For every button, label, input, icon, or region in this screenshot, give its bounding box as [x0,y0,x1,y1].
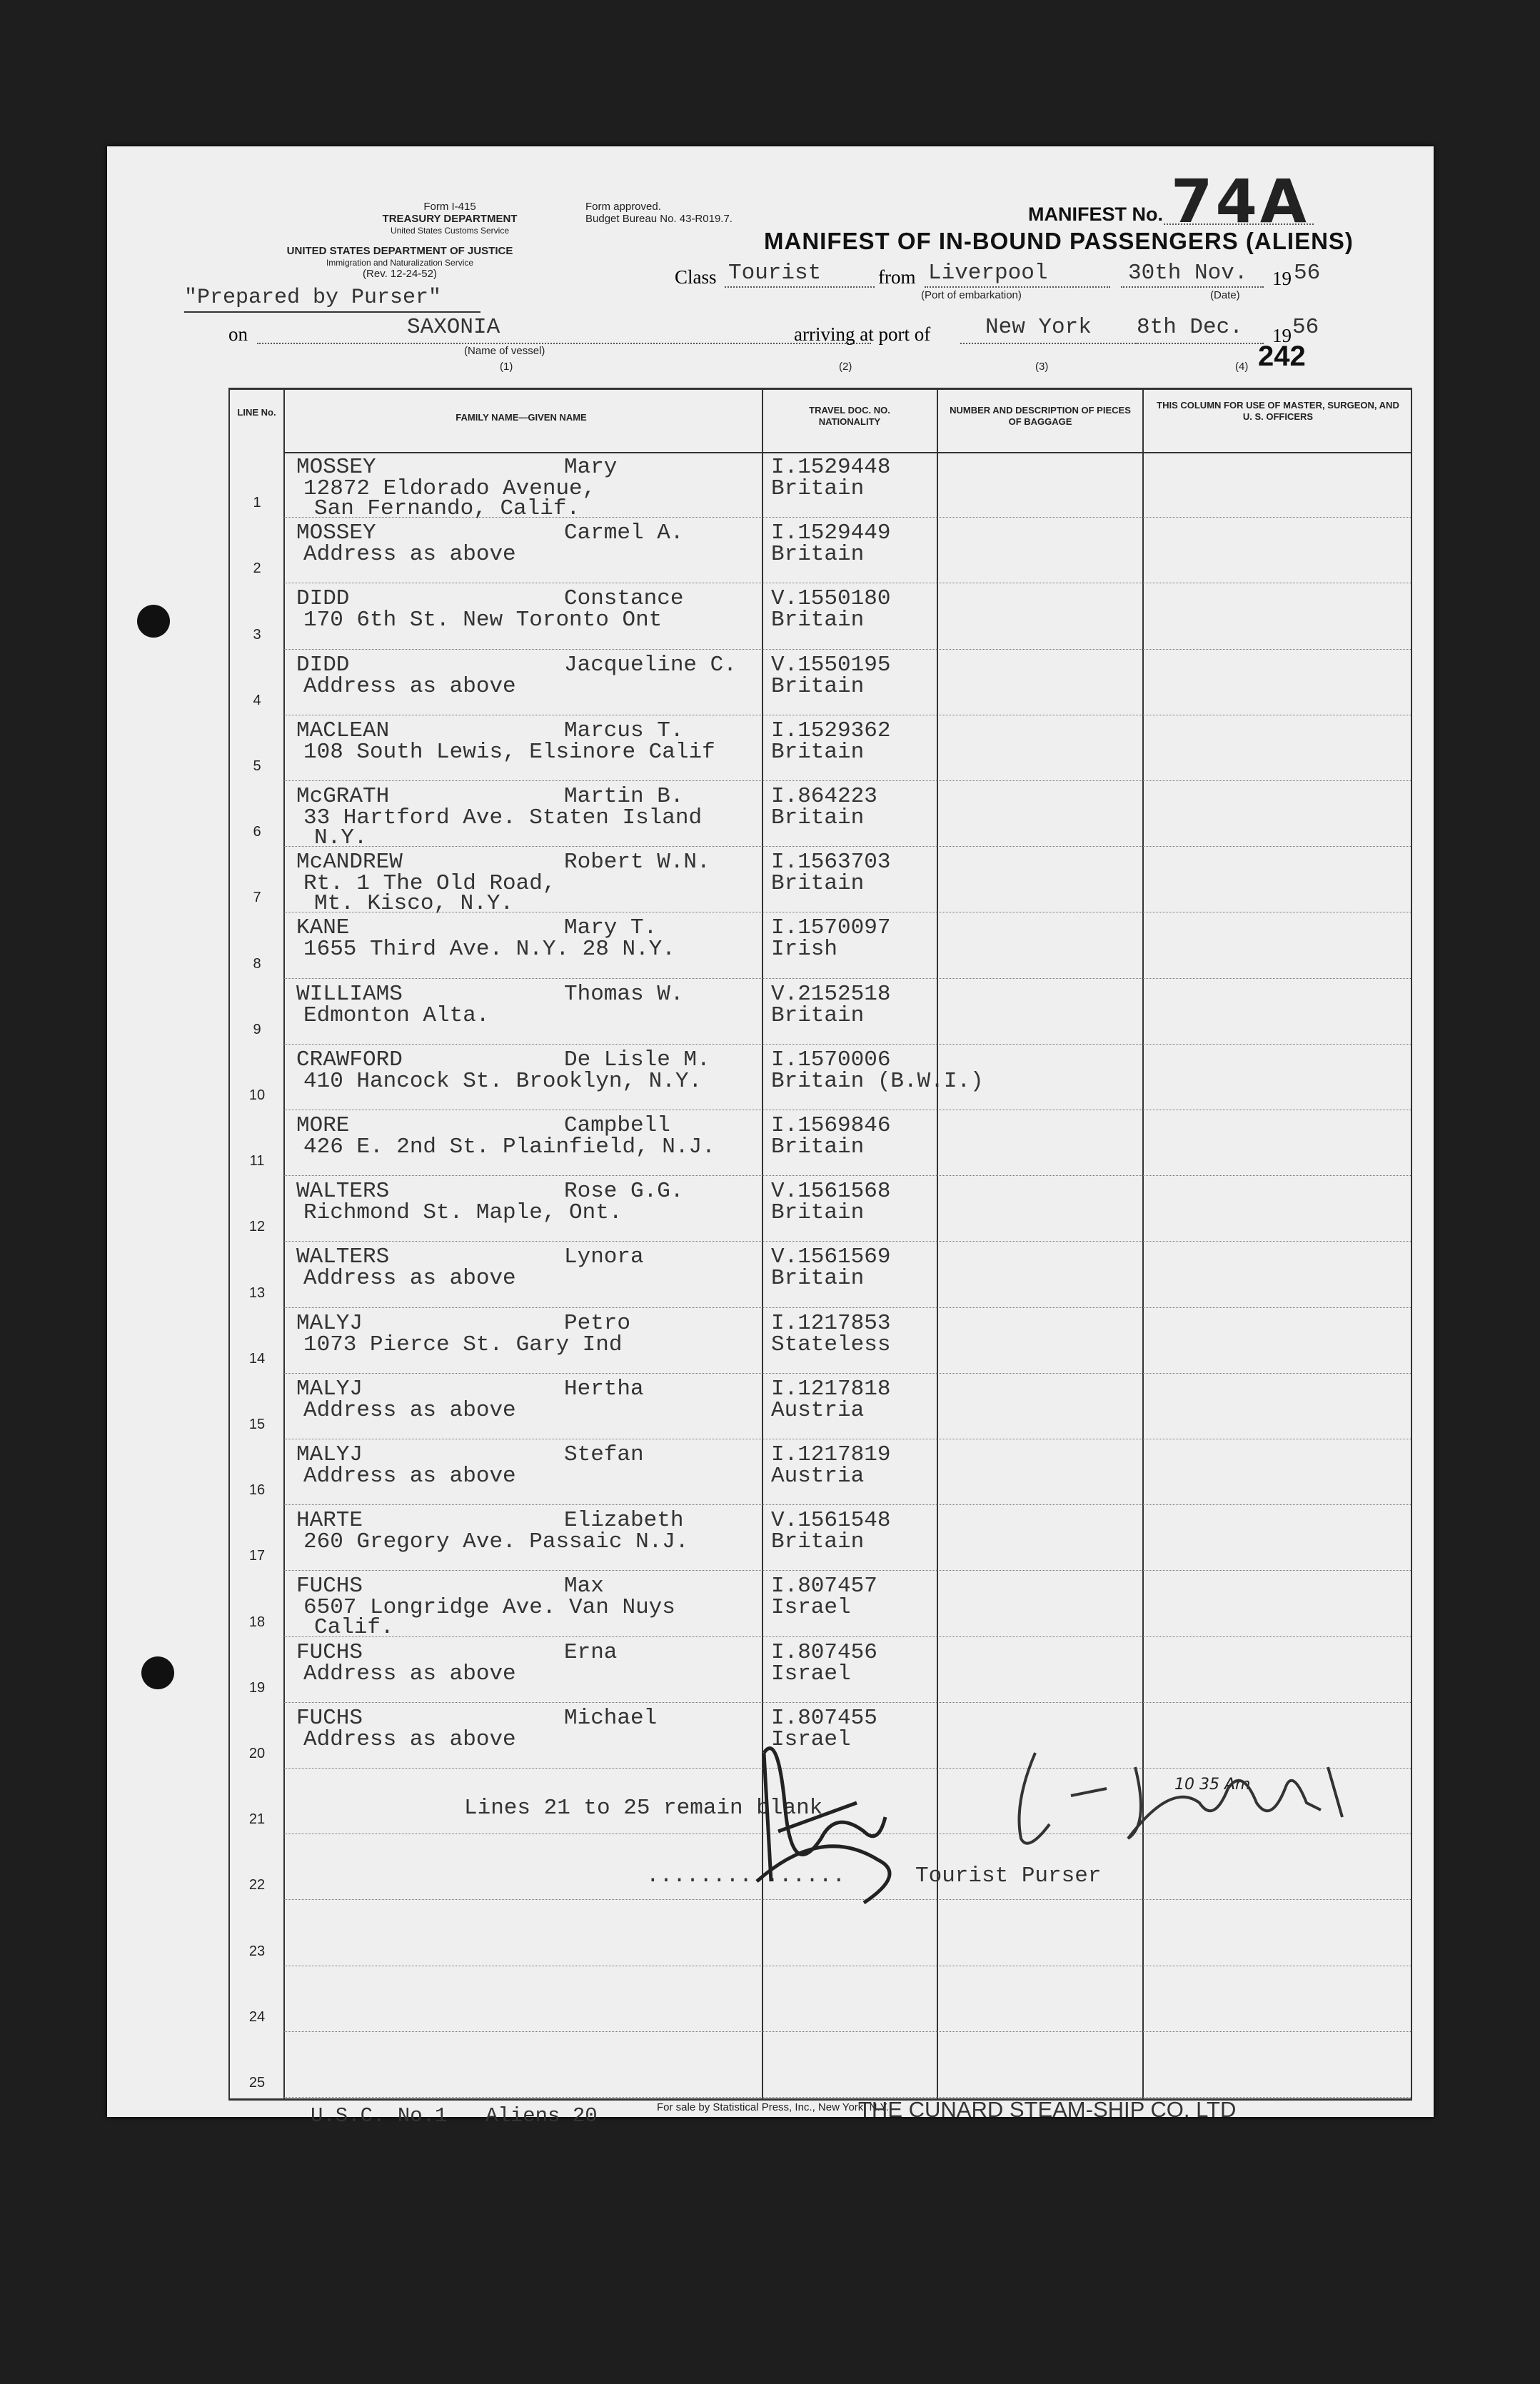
passenger-family-name: McGRATH [296,784,390,809]
signature-officer [985,1739,1385,1853]
nationality: Britain [771,1266,865,1292]
travel-doc-number: I.1570006 [771,1047,891,1072]
passenger-given-name: Petro [564,1310,631,1336]
travel-doc-number: I.1570097 [771,915,891,941]
passenger-family-name: MALYJ [296,1442,363,1467]
punch-hole-top [137,605,170,638]
passenger-family-name: KANE [296,915,350,941]
travel-doc-number: V.1561568 [771,1179,891,1204]
revision-date: (Rev. 12-24-52) [363,268,437,280]
passenger-given-name: Stefan [564,1442,644,1467]
nationality: Britain [771,739,865,765]
departure-date: 30th Nov. [1128,261,1248,286]
caption-col-1: (1) [500,361,513,373]
passenger-address: Richmond St. Maple, Ont. [303,1200,623,1226]
passenger-family-name: WALTERS [296,1179,390,1204]
row-divider [284,780,1411,781]
row-divider [284,2097,1411,2098]
customs-service: United States Customs Service [390,226,510,236]
nationality: Austria [771,1397,865,1423]
passenger-family-name: DIDD [296,586,350,612]
col-header-baggage: NUMBER AND DESCRIPTION OF PIECES OF BAGGAGE [950,405,1131,427]
nationality: Israel [771,1661,851,1686]
travel-doc-number: V.1561569 [771,1244,891,1270]
year-prefix-2: 19 [1272,325,1292,346]
class-label: Class [675,266,717,288]
passenger-address: 260 Gregory Ave. Passaic N.J. [303,1529,689,1555]
manifest-title: MANIFEST OF IN-BOUND PASSENGERS (ALIENS) [764,228,1354,254]
row-divider [284,978,1411,979]
travel-doc-number: I.864223 [771,784,877,809]
vessel-caption: (Name of vessel) [464,345,545,357]
line-number: 21 [248,1811,266,1828]
passenger-address: Address as above [303,1661,516,1686]
manifest-number: 74A [1171,166,1309,236]
travel-doc-number: I.1563703 [771,850,891,875]
passenger-address: Address as above [303,542,516,568]
budget-bureau: Budget Bureau No. 43-R019.7. [585,213,733,225]
passenger-address: 1655 Third Ave. N.Y. 28 N.Y. [303,937,675,962]
handwritten-time: 10 35 Am [1174,1776,1251,1794]
passenger-family-name: MOSSEY [296,455,376,480]
nationality: Stateless [771,1332,891,1357]
nationality: Britain [771,608,865,633]
travel-doc-number: I.1529362 [771,718,891,743]
date-caption: (Date) [1210,289,1240,301]
nationality: Britain [771,1200,865,1226]
class-value: Tourist [728,261,822,286]
nationality: Israel [771,1726,851,1752]
passenger-address: Address as above [303,673,516,699]
passenger-family-name: McANDREW [296,850,403,875]
line-number: 17 [248,1548,266,1564]
passenger-given-name: Mary T. [564,915,658,941]
line-number: 13 [248,1284,266,1301]
passenger-address: Address as above [303,1464,516,1489]
passenger-given-name: De Lisle M. [564,1047,710,1072]
passenger-family-name: MACLEAN [296,718,390,743]
passenger-given-name: Elizabeth [564,1508,684,1534]
passenger-family-name: MORE [296,1113,350,1138]
travel-doc-number: V.1550195 [771,652,891,678]
passenger-address-line2: Mt. Kisco, N.Y. [314,891,514,917]
from-value: Liverpool [928,261,1048,286]
caption-col-4: (4) [1235,361,1249,373]
form-number: Form I-415 [423,201,476,213]
passenger-family-name: WALTERS [296,1244,390,1270]
line-number: 6 [253,824,261,840]
row-divider [284,2031,1411,2032]
departure-year: 56 [1294,261,1321,286]
passenger-given-name: Max [564,1574,604,1599]
on-label: on [228,323,248,345]
passenger-given-name: Erna [564,1639,618,1665]
passenger-family-name: CRAWFORD [296,1047,403,1072]
nationality: Britain [771,1002,865,1028]
line-number: 11 [249,1153,265,1170]
line-number: 1 [253,495,261,511]
nationality: Israel [771,1595,851,1621]
press-note: For sale by Statistical Press, Inc., New York, N.Y. [657,2101,889,2113]
passenger-given-name: Hertha [564,1376,644,1402]
passenger-address: Address as above [303,1266,516,1292]
line-number: 12 [248,1219,266,1235]
passenger-address: 1073 Pierce St. Gary Ind [303,1332,623,1357]
passenger-given-name: Thomas W. [564,981,684,1007]
line-number: 4 [253,692,261,708]
travel-doc-number: I.1217819 [771,1442,891,1467]
passenger-family-name: MOSSEY [296,520,376,546]
row-divider [284,649,1411,650]
passenger-address: 426 E. 2nd St. Plainfield, N.J. [303,1135,715,1160]
passenger-given-name: Rose G.G. [564,1179,684,1204]
arrival-port: New York [985,315,1092,340]
line-number: 9 [253,1021,261,1037]
row-divider [284,846,1411,847]
manifest-label: MANIFEST No. [1028,203,1163,225]
passenger-given-name: Martin B. [564,784,684,809]
passenger-given-name: Michael [564,1705,658,1731]
line-number: 20 [248,1746,266,1761]
passenger-family-name: FUCHS [296,1705,363,1731]
arrival-date: 8th Dec. [1137,315,1243,340]
passenger-family-name: DIDD [296,652,350,678]
passenger-family-name: FUCHS [296,1639,363,1665]
nationality: Britain [771,805,865,830]
nationality: Britain [771,1529,865,1555]
usc-number: U.S.C. No.1 [311,2104,448,2128]
row-divider [284,1241,1411,1242]
line-number: 2 [253,560,261,577]
row-divider [284,1307,1411,1308]
nationality: Britain [771,476,865,501]
ins-service: Immigration and Naturalization Service [326,258,474,268]
from-label: from [878,266,916,288]
port-embark-caption: (Port of embarkation) [921,289,1022,301]
passenger-family-name: MALYJ [296,1310,363,1336]
row-divider [284,1702,1411,1703]
travel-doc-number: I.1529448 [771,455,891,480]
passenger-given-name: Jacqueline C. [564,652,737,678]
line-number: 18 [248,1614,266,1630]
form-approved: Form approved. [585,201,661,213]
passenger-family-name: MALYJ [296,1376,363,1402]
line-number: 7 [253,890,261,906]
nationality: Austria [771,1464,865,1489]
travel-doc-number: I.1217818 [771,1376,891,1402]
line-number: 15 [248,1417,266,1432]
manifest-page [107,146,1434,2128]
passenger-family-name: FUCHS [296,1574,363,1599]
passenger-address: Address as above [303,1397,516,1423]
treasury-dept: TREASURY DEPARTMENT [382,213,518,225]
passenger-given-name: Campbell [564,1113,670,1138]
caption-col-2: (2) [839,361,852,373]
passenger-address: Rt. 1 The Old Road, [303,871,556,897]
nationality: Britain (B.W.I.) [771,1068,984,1094]
page-number: 242 [1258,341,1306,372]
line-number: 14 [248,1350,266,1367]
vessel-name: SAXONIA [407,315,500,340]
travel-doc-number: I.1569846 [771,1113,891,1138]
passenger-given-name: Constance [564,586,684,612]
row-divider [284,1570,1411,1571]
travel-doc-number: I.807457 [771,1574,877,1599]
arriving-label: arriving at port of [794,323,931,345]
col-header-name: FAMILY NAME—GIVEN NAME [456,412,587,423]
passenger-address: 108 South Lewis, Elsinore Calif [303,739,715,765]
travel-doc-number: V.1561548 [771,1508,891,1534]
passenger-address-line2: San Fernando, Calif. [314,496,580,521]
line-number: 8 [253,955,261,972]
line-number: 22 [248,1877,266,1893]
row-divider [284,1636,1411,1637]
col-header-line: LINE No. [237,407,276,418]
line-number: 16 [248,1482,266,1499]
caption-col-3: (3) [1035,361,1049,373]
row-divider [284,1373,1411,1374]
col-header-officers: THIS COLUMN FOR USE OF MASTER, SURGEON, AND U. S. OFFICERS [1157,400,1399,422]
justice-dept: UNITED STATES DEPARTMENT OF JUSTICE [286,245,513,257]
line-number: 24 [248,2008,266,2025]
travel-doc-number: V.1550180 [771,586,891,612]
line-number: 3 [253,626,261,643]
travel-doc-number: V.2152518 [771,981,891,1007]
passenger-given-name: Carmel A. [564,520,684,546]
passenger-given-name: Mary [564,455,618,480]
passenger-address: Edmonton Alta. [303,1002,490,1028]
travel-doc-number: I.807455 [771,1705,877,1731]
punch-hole-bottom [141,1656,174,1689]
remain-blank-note: Lines 21 to 25 remain blank [464,1796,823,1821]
row-divider [284,1044,1411,1045]
passenger-address: 170 6th St. New Toronto Ont [303,608,663,633]
row-divider [284,1175,1411,1176]
passenger-given-name: Lynora [564,1244,644,1270]
tourist-purser: Tourist Purser [915,1864,1102,1888]
passenger-address: 33 Hartford Ave. Staten Island [303,805,703,830]
col-header-travel: TRAVEL DOC. NO. NATIONALITY [809,405,890,427]
travel-doc-number: I.807456 [771,1639,877,1665]
nationality: Britain [771,542,865,568]
travel-doc-number: I.1529449 [771,520,891,546]
line-number: 25 [248,2075,266,2091]
year-prefix-1: 19 [1272,268,1292,289]
line-number: 10 [248,1087,266,1103]
arrival-year: 56 [1292,315,1319,340]
passenger-given-name: Marcus T. [564,718,684,743]
passenger-family-name: WILLIAMS [296,981,403,1007]
passenger-address-line2: Calif. [314,1615,394,1641]
purser-dots: ............... [646,1864,846,1888]
nationality: Britain [771,673,865,699]
row-divider [284,1504,1411,1505]
passenger-address: Address as above [303,1726,516,1752]
passenger-address-line2: N.Y. [314,825,368,850]
nationality: Britain [771,871,865,897]
aliens-count: Aliens 20 [485,2104,598,2128]
passenger-address: 12872 Eldorado Avenue, [303,476,596,501]
passenger-address: 410 Hancock St. Brooklyn, N.Y. [303,1068,703,1094]
passenger-given-name: Robert W.N. [564,850,710,875]
travel-doc-number: I.1217853 [771,1310,891,1336]
nationality: Britain [771,1135,865,1160]
line-number: 19 [248,1679,266,1696]
nationality: Irish [771,937,838,962]
passenger-family-name: HARTE [296,1508,363,1534]
prepared-by-purser: "Prepared by Purser" [184,286,442,310]
company-stamp: THE CUNARD STEAM-SHIP CO. LTD [858,2097,1237,2122]
signature-purser [693,1724,1035,1910]
passenger-address: 6507 Longridge Ave. Van Nuys [303,1595,675,1621]
line-number: 5 [253,758,261,774]
line-number: 23 [248,1943,266,1959]
